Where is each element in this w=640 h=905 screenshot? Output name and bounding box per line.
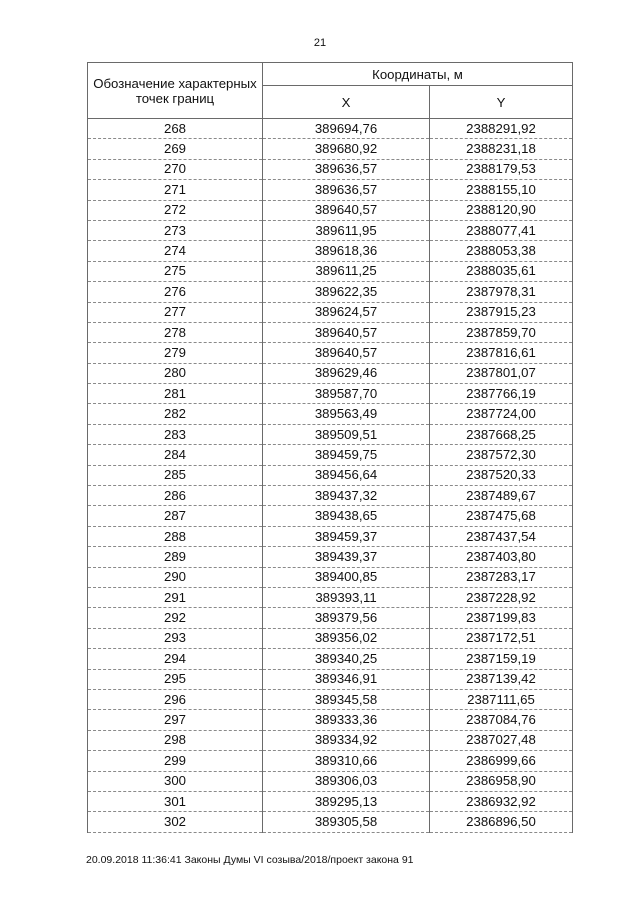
- cell-y: 2387172,51: [430, 628, 573, 648]
- cell-point: 270: [88, 159, 263, 179]
- header-y: Y: [430, 86, 573, 119]
- cell-point: 283: [88, 424, 263, 444]
- cell-x: 389456,64: [263, 465, 430, 485]
- cell-x: 389438,65: [263, 506, 430, 526]
- table-row: [88, 751, 573, 771]
- cell-y: 2387027,48: [430, 730, 573, 750]
- table-row: [88, 526, 573, 546]
- cell-point: 272: [88, 200, 263, 220]
- table-row: [88, 343, 573, 363]
- table-row: [88, 649, 573, 669]
- cell-point: 268: [88, 119, 263, 139]
- cell-point: 294: [88, 649, 263, 669]
- table-row: [88, 200, 573, 220]
- table-row: [88, 669, 573, 689]
- cell-y: 2387139,42: [430, 669, 573, 689]
- cell-y: 2386932,92: [430, 791, 573, 811]
- cell-point: 292: [88, 608, 263, 628]
- table-row: [88, 771, 573, 791]
- cell-point: 299: [88, 751, 263, 771]
- cell-y: 2387159,19: [430, 649, 573, 669]
- cell-y: 2387572,30: [430, 445, 573, 465]
- cell-point: 280: [88, 363, 263, 383]
- cell-x: 389622,35: [263, 282, 430, 302]
- cell-x: 389636,57: [263, 159, 430, 179]
- cell-x: 389345,58: [263, 689, 430, 709]
- cell-x: 389400,85: [263, 567, 430, 587]
- cell-point: 277: [88, 302, 263, 322]
- table-row: [88, 384, 573, 404]
- cell-x: 389437,32: [263, 486, 430, 506]
- table-row: [88, 486, 573, 506]
- table-row: [88, 180, 573, 200]
- cell-x: 389611,95: [263, 220, 430, 240]
- table-row: [88, 241, 573, 261]
- cell-x: 389459,75: [263, 445, 430, 465]
- cell-x: 389439,37: [263, 547, 430, 567]
- cell-point: 274: [88, 241, 263, 261]
- cell-x: 389379,56: [263, 608, 430, 628]
- cell-x: 389346,91: [263, 669, 430, 689]
- cell-x: 389295,13: [263, 791, 430, 811]
- cell-x: 389680,92: [263, 139, 430, 159]
- cell-point: 269: [88, 139, 263, 159]
- table-row: [88, 424, 573, 444]
- table-row: [88, 363, 573, 383]
- cell-y: 2388155,10: [430, 180, 573, 200]
- cell-point: 278: [88, 322, 263, 342]
- cell-point: 286: [88, 486, 263, 506]
- cell-y: 2387489,67: [430, 486, 573, 506]
- cell-x: 389356,02: [263, 628, 430, 648]
- table-row: [88, 302, 573, 322]
- cell-x: 389393,11: [263, 587, 430, 607]
- cell-x: 389618,36: [263, 241, 430, 261]
- table-row: [88, 710, 573, 730]
- cell-x: 389459,37: [263, 526, 430, 546]
- cell-y: 2386958,90: [430, 771, 573, 791]
- cell-x: 389310,66: [263, 751, 430, 771]
- table-row: [88, 220, 573, 240]
- table-row: [88, 261, 573, 281]
- cell-y: 2387668,25: [430, 424, 573, 444]
- cell-point: 281: [88, 384, 263, 404]
- cell-y: 2388291,92: [430, 119, 573, 139]
- cell-point: 288: [88, 526, 263, 546]
- cell-x: 389306,03: [263, 771, 430, 791]
- cell-point: 279: [88, 343, 263, 363]
- cell-y: 2387859,70: [430, 322, 573, 342]
- cell-point: 285: [88, 465, 263, 485]
- cell-y: 2386999,66: [430, 751, 573, 771]
- cell-y: 2387283,17: [430, 567, 573, 587]
- cell-point: 282: [88, 404, 263, 424]
- cell-x: 389333,36: [263, 710, 430, 730]
- page-number: 21: [313, 37, 327, 49]
- cell-y: 2387724,00: [430, 404, 573, 424]
- cell-x: 389587,70: [263, 384, 430, 404]
- cell-y: 2387978,31: [430, 282, 573, 302]
- table-row: [88, 791, 573, 811]
- cell-point: 302: [88, 812, 263, 832]
- cell-point: 284: [88, 445, 263, 465]
- table-row: [88, 587, 573, 607]
- cell-point: 297: [88, 710, 263, 730]
- cell-x: 389629,46: [263, 363, 430, 383]
- cell-x: 389340,25: [263, 649, 430, 669]
- cell-point: 291: [88, 587, 263, 607]
- cell-x: 389563,49: [263, 404, 430, 424]
- cell-y: 2387816,61: [430, 343, 573, 363]
- cell-y: 2387520,33: [430, 465, 573, 485]
- cell-y: 2387437,54: [430, 526, 573, 546]
- cell-point: 296: [88, 689, 263, 709]
- cell-point: 301: [88, 791, 263, 811]
- cell-y: 2388179,53: [430, 159, 573, 179]
- cell-y: 2388120,90: [430, 200, 573, 220]
- table-row: [88, 608, 573, 628]
- cell-point: 290: [88, 567, 263, 587]
- table-row: [88, 139, 573, 159]
- cell-y: 2386896,50: [430, 812, 573, 832]
- table-row: [88, 812, 573, 832]
- cell-y: 2387801,07: [430, 363, 573, 383]
- cell-y: 2387228,92: [430, 587, 573, 607]
- coordinates-table: [87, 62, 573, 833]
- cell-point: 289: [88, 547, 263, 567]
- cell-point: 275: [88, 261, 263, 281]
- table-row: [88, 282, 573, 302]
- cell-y: 2387403,80: [430, 547, 573, 567]
- table-row: [88, 159, 573, 179]
- header-x: X: [263, 86, 430, 119]
- cell-point: 298: [88, 730, 263, 750]
- table-row: [88, 628, 573, 648]
- cell-point: 276: [88, 282, 263, 302]
- table-row: [88, 465, 573, 485]
- cell-point: 271: [88, 180, 263, 200]
- table-row: [88, 730, 573, 750]
- cell-x: 389636,57: [263, 180, 430, 200]
- footer-document-info: 20.09.2018 11:36:41 Законы Думы VI созыва/2018/проект закона 91: [86, 854, 414, 866]
- header-coordinates: Координаты, м: [263, 63, 573, 86]
- cell-y: 2387475,68: [430, 506, 573, 526]
- cell-y: 2388231,18: [430, 139, 573, 159]
- cell-y: 2388053,38: [430, 241, 573, 261]
- table-row: [88, 445, 573, 465]
- cell-x: 389640,57: [263, 200, 430, 220]
- cell-y: 2387084,76: [430, 710, 573, 730]
- table-row: [88, 506, 573, 526]
- cell-x: 389640,57: [263, 322, 430, 342]
- cell-x: 389624,57: [263, 302, 430, 322]
- table-row: [88, 567, 573, 587]
- cell-y: 2387766,19: [430, 384, 573, 404]
- cell-x: 389694,76: [263, 119, 430, 139]
- cell-y: 2388035,61: [430, 261, 573, 281]
- cell-point: 273: [88, 220, 263, 240]
- table-row: [88, 322, 573, 342]
- cell-y: 2387199,83: [430, 608, 573, 628]
- cell-y: 2388077,41: [430, 220, 573, 240]
- cell-x: 389640,57: [263, 343, 430, 363]
- cell-x: 389611,25: [263, 261, 430, 281]
- table-row: [88, 404, 573, 424]
- cell-x: 389509,51: [263, 424, 430, 444]
- cell-point: 295: [88, 669, 263, 689]
- cell-y: 2387111,65: [430, 689, 573, 709]
- cell-x: 389305,58: [263, 812, 430, 832]
- cell-point: 287: [88, 506, 263, 526]
- table-row: [88, 547, 573, 567]
- header-point-designation: Обозначение характерных точек границ: [88, 63, 263, 119]
- table-row: [88, 119, 573, 139]
- cell-x: 389334,92: [263, 730, 430, 750]
- cell-y: 2387915,23: [430, 302, 573, 322]
- table-row: [88, 689, 573, 709]
- cell-point: 293: [88, 628, 263, 648]
- cell-point: 300: [88, 771, 263, 791]
